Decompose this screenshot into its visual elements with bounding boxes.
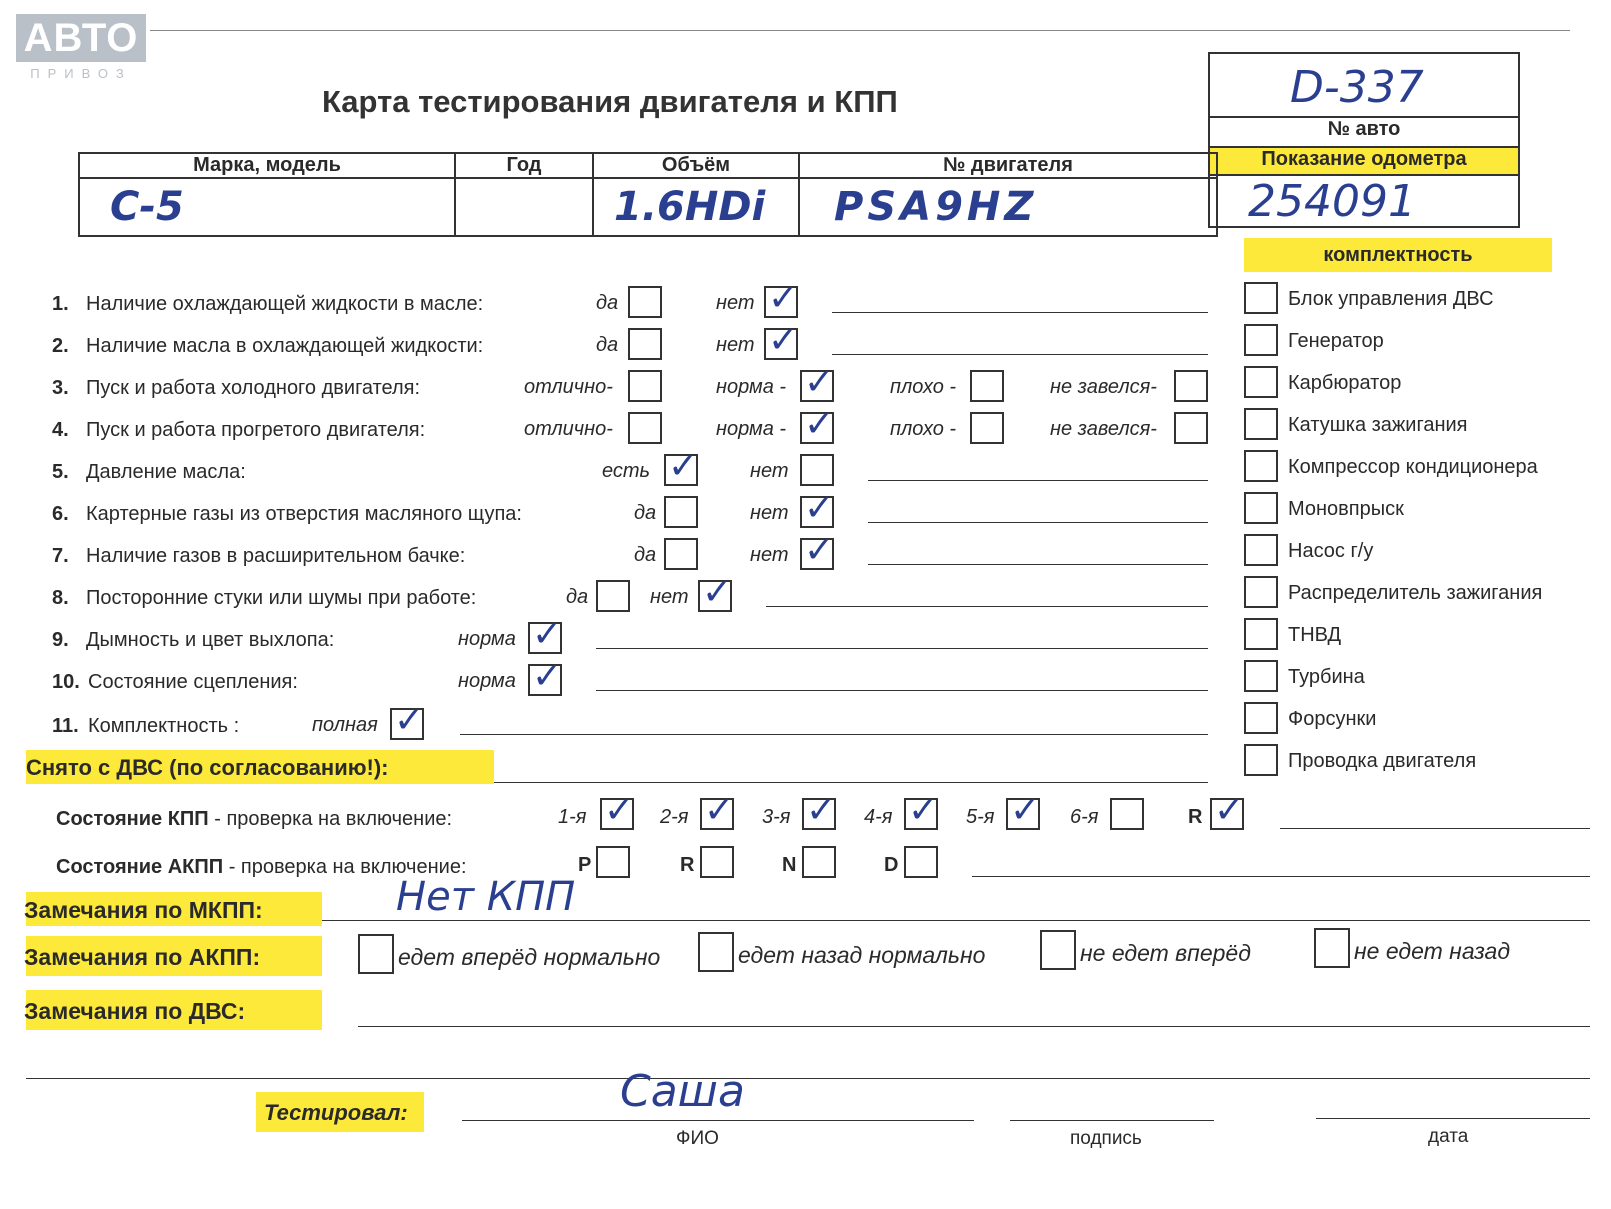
q6-text: Картерные газы из отверстия масляного щупа: [86,503,522,525]
comp-box-9[interactable] [1244,618,1278,650]
q4-opt-not-started: не завелся- [1050,418,1157,440]
q11-text: Комплектность : [88,715,240,737]
q9-number: 9. [52,629,69,651]
kpp-gear-5: 5-я [966,806,995,828]
q3-opt-normal: норма - [716,376,787,398]
kpp-gear-6: 6-я [1070,806,1099,828]
q2-box-yes[interactable] [628,328,662,360]
tested-label: Тестировал: [264,1100,408,1125]
kpp-box-2[interactable]: ✓ [700,798,734,830]
q5-text: Давление масла: [86,461,246,483]
q1-opt-no: нет [716,292,755,314]
q7-opt-no: нет [750,544,789,566]
kpp-gear-4: 4-я [864,806,893,828]
q6-box-no[interactable]: ✓ [800,496,834,528]
col-make-model: Марка, модель [79,153,455,178]
q3-box-bad[interactable] [970,370,1004,402]
comp-box-8[interactable] [1244,576,1278,608]
kpp-box-1[interactable]: ✓ [600,798,634,830]
kpp-box-4[interactable]: ✓ [904,798,938,830]
q9-opt-normal: норма [458,628,516,650]
akpp-notes-label: Замечания по АКПП: [24,944,261,970]
engine-no-value: PSA9HZ [834,184,1038,230]
q6-box-yes[interactable] [664,496,698,528]
comp-box-12[interactable] [1244,744,1278,776]
kpp-box-3[interactable]: ✓ [802,798,836,830]
q4-box-excellent[interactable] [628,412,662,444]
vehicle-header-table [78,152,1218,237]
volume-value: 1.6HDi [614,184,766,230]
q11-box-full[interactable]: ✓ [390,708,424,740]
comp-box-1[interactable] [1244,282,1278,314]
q8-box-yes[interactable] [596,580,630,612]
logo-word: АВТО [16,14,146,62]
q6-number: 6. [52,503,69,525]
q5-opt-yes: есть [602,460,651,482]
engine-notes-label: Замечания по ДВС: [24,998,246,1024]
comp-item-1: Блок управления ДВС [1288,288,1494,310]
akpp-notes-box-4[interactable] [1314,928,1350,968]
akpp-notes-opt-1: едет вперёд нормально [398,944,661,970]
q5-opt-no: нет [750,460,789,482]
comp-item-4: Катушка зажигания [1288,414,1468,436]
q1-text: Наличие охлаждающей жидкости в масле: [86,293,484,315]
comp-item-10: Турбина [1288,666,1365,688]
kpp-box-r[interactable]: ✓ [1210,798,1244,830]
comp-box-7[interactable] [1244,534,1278,566]
comp-item-6: Моновпрыск [1288,498,1404,520]
q4-opt-bad: плохо - [890,418,957,440]
q3-opt-excellent: отлично- [524,376,613,398]
signature-label: подпись [1070,1128,1142,1149]
q11-opt-full: полная [312,714,378,736]
q5-number: 5. [52,461,69,483]
q8-opt-yes: да [566,586,589,608]
mkpp-notes-value: Нет КПП [396,874,576,920]
kpp-box-5[interactable]: ✓ [1006,798,1040,830]
akpp-notes-box-2[interactable] [698,932,734,972]
akpp-box-r[interactable] [700,846,734,878]
comp-item-11: Форсунки [1288,708,1377,730]
q9-text: Дымность и цвет выхлопа: [86,629,335,651]
col-volume: Объём [593,153,799,178]
q1-box-yes[interactable] [628,286,662,318]
mkpp-notes-label: Замечания по МКПП: [24,897,263,923]
q4-box-normal[interactable]: ✓ [800,412,834,444]
fio-label: ФИО [676,1128,719,1149]
tested-signature: Саша [620,1066,745,1117]
q4-number: 4. [52,419,69,441]
q6-opt-yes: да [634,502,657,524]
kpp-label: Состояние КПП - проверка на включение: [56,808,453,830]
kpp-gear-1: 1-я [558,806,587,828]
q7-number: 7. [52,545,69,567]
akpp-mode-r: R [680,854,695,876]
q1-number: 1. [52,293,69,315]
q3-opt-not-started: не завелся- [1050,376,1157,398]
comp-item-2: Генератор [1288,330,1384,352]
q3-number: 3. [52,377,69,399]
auto-number-value: D-337 [1290,62,1424,113]
auto-panel [1208,52,1520,228]
comp-item-3: Карбюратор [1288,372,1402,394]
q7-opt-yes: да [634,544,657,566]
comp-box-6[interactable] [1244,492,1278,524]
akpp-box-n[interactable] [802,846,836,878]
comp-item-12: Проводка двигателя [1288,750,1477,772]
akpp-notes-opt-3: не едет вперёд [1080,940,1251,966]
q1-box-no[interactable]: ✓ [764,286,798,318]
q10-text: Состояние сцепления: [88,671,298,693]
comp-item-5: Компрессор кондиционера [1288,456,1538,478]
akpp-box-p[interactable] [596,846,630,878]
kpp-box-6[interactable] [1110,798,1144,830]
odometer-label: Показание одометра [1261,148,1467,170]
q11-number: 11. [52,715,79,737]
page-title: Карта тестирования двигателя и КПП [322,84,898,119]
q7-box-yes[interactable] [664,538,698,570]
q5-box-yes[interactable]: ✓ [664,454,698,486]
akpp-notes-opt-4: не едет назад [1354,938,1511,964]
q8-number: 8. [52,587,69,609]
q4-box-bad[interactable] [970,412,1004,444]
q8-box-no[interactable]: ✓ [698,580,732,612]
q3-box-not-started[interactable] [1174,370,1208,402]
q9-box-normal[interactable]: ✓ [528,622,562,654]
date-label: дата [1428,1126,1469,1147]
completeness-title: комплектность [1323,244,1473,266]
q1-opt-yes: да [596,292,619,314]
odometer-value: 254091 [1248,176,1416,227]
comp-box-10[interactable] [1244,660,1278,692]
comp-box-2[interactable] [1244,324,1278,356]
q2-number: 2. [52,335,69,357]
kpp-gear-2: 2-я [660,806,689,828]
akpp-notes-box-1[interactable] [358,934,394,974]
q4-text: Пуск и работа прогретого двигателя: [86,419,426,441]
logo-subtitle: ПРИВОЗ [30,66,132,81]
q4-opt-normal: норма - [716,418,787,440]
q10-opt-normal: норма [458,670,516,692]
q2-box-no[interactable]: ✓ [764,328,798,360]
q5-box-no[interactable] [800,454,834,486]
akpp-notes-box-3[interactable] [1040,930,1076,970]
akpp-box-d[interactable] [904,846,938,878]
auto-number-label: № авто [1327,118,1401,140]
q3-opt-bad: плохо - [890,376,957,398]
comp-box-3[interactable] [1244,366,1278,398]
comp-box-4[interactable] [1244,408,1278,440]
q7-text: Наличие газов в расширительном бачке: [86,545,466,567]
comp-item-9: ТНВД [1288,624,1342,646]
make-model-value: C-5 [110,184,184,230]
q6-opt-no: нет [750,502,789,524]
col-year: Год [455,153,593,178]
col-engine-no: № двигателя [799,153,1217,178]
q8-opt-no: нет [650,586,689,608]
comp-item-7: Насос г/у [1288,540,1374,562]
kpp-gear-r: R [1188,806,1203,828]
q10-box-normal[interactable]: ✓ [528,664,562,696]
akpp-label: Состояние АКПП - проверка на включение: [56,856,467,878]
akpp-mode-d: D [884,854,899,876]
q7-box-no[interactable]: ✓ [800,538,834,570]
comp-box-5[interactable] [1244,450,1278,482]
q2-text: Наличие масла в охлаждающей жидкости: [86,335,484,357]
logo [16,14,148,84]
comp-box-11[interactable] [1244,702,1278,734]
q3-box-excellent[interactable] [628,370,662,402]
comp-item-8: Распределитель зажигания [1288,582,1543,604]
removed-label: Снято с ДВС (по согласованию!): [26,755,389,780]
akpp-mode-n: N [782,854,797,876]
q4-opt-excellent: отлично- [524,418,613,440]
akpp-mode-p: P [578,854,592,876]
q2-opt-no: нет [716,334,755,356]
q10-number: 10. [52,671,80,693]
q3-text: Пуск и работа холодного двигателя: [86,377,421,399]
q3-box-normal[interactable]: ✓ [800,370,834,402]
q8-text: Посторонние стуки или шумы при работе: [86,587,477,609]
kpp-gear-3: 3-я [762,806,791,828]
akpp-notes-opt-2: едет назад нормально [738,942,986,968]
q2-opt-yes: да [596,334,619,356]
q4-box-not-started[interactable] [1174,412,1208,444]
